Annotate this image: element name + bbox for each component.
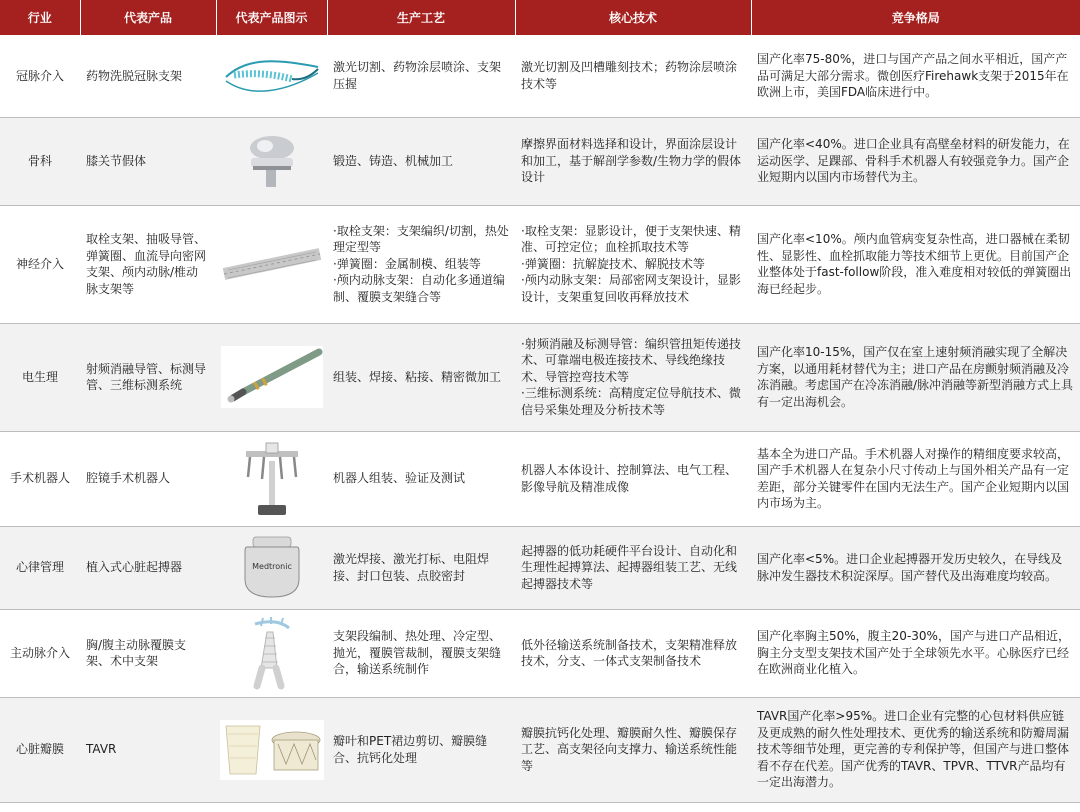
tech-cell: 激光切割及凹槽雕刻技术；药物涂层喷涂技术等 bbox=[515, 35, 751, 117]
product-cell: 植入式心脏起搏器 bbox=[80, 526, 216, 609]
header-product: 代表产品 bbox=[80, 0, 216, 35]
header-row bbox=[0, 0, 1080, 35]
surgical-robot-image bbox=[216, 431, 327, 526]
competition-cell: 国产化率胸主50%，腹主20-30%，国产与进口产品相近，胸主分支型支架技术国产处于全球领先水平。心脉医疗已经在欧洲商业化植入。 bbox=[751, 609, 1080, 697]
product-cell: 射频消融导管、标测导管、三维标测系统 bbox=[80, 323, 216, 431]
table-row bbox=[0, 609, 1080, 697]
process-cell: 激光切割、药物涂层喷涂、支架压握 bbox=[327, 35, 515, 117]
table-row bbox=[0, 117, 1080, 205]
competition-cell: 国产化率<10%。颅内血管病变复杂性高，进口器械在柔韧性、显影性、血栓抓取能力等技术细节上更优。目前国产企业整体处于fast-follow阶段，准入难度相对较低的弹簧圈出海已经起步。 bbox=[751, 205, 1080, 323]
heart-valve-image bbox=[216, 697, 327, 802]
product-cell: 药物洗脱冠脉支架 bbox=[80, 35, 216, 117]
industry-cell: 骨科 bbox=[0, 117, 80, 205]
industry-cell: 主动脉介入 bbox=[0, 609, 80, 697]
ablation-catheter-image bbox=[216, 323, 327, 431]
product-cell: TAVR bbox=[80, 697, 216, 802]
competition-cell: 国产化率<5%。进口企业起搏器开发历史较久，在导线及脉冲发生器技术积淀深厚。国产替代及出海难度均较高。 bbox=[751, 526, 1080, 609]
competition-cell: 国产化率10-15%，国产仅在室上速射频消融实现了全解决方案，以通用耗材替代为主；进口产品在房颤射频消融及冷冻消融。考虑国产在冷冻消融/脉冲消融等新型消融方式上具有一定出海机会。 bbox=[751, 323, 1080, 431]
tech-cell: 摩擦界面材料选择和设计，界面涂层设计和加工，基于解剖学参数/生物力学的假体设计 bbox=[515, 117, 751, 205]
process-cell: 机器人组装、验证及测试 bbox=[327, 431, 515, 526]
table-row bbox=[0, 526, 1080, 609]
competition-cell: TAVR国产化率>95%。进口企业有完整的心包材料供应链及更成熟的耐久性处理技术、更优秀的输送系统和防瓣周漏技术等细节处理，更完善的专利保护等，但国产与进口整体看不存在代差。国产优秀的TAVR、TPVR、TTVR产品均有一定出海潜力。 bbox=[751, 697, 1080, 802]
industry-cell: 电生理 bbox=[0, 323, 80, 431]
product-cell: 胸/腹主动脉覆膜支架、术中支架 bbox=[80, 609, 216, 697]
table-row bbox=[0, 323, 1080, 431]
process-cell: 锻造、铸造、机械加工 bbox=[327, 117, 515, 205]
aortic-stent-graft-image bbox=[216, 609, 327, 697]
header-image: 代表产品图示 bbox=[216, 0, 327, 35]
product-cell: 膝关节假体 bbox=[80, 117, 216, 205]
product-cell: 取栓支架、抽吸导管、弹簧圈、血流导向密网支架、颅内动脉/椎动脉支架等 bbox=[80, 205, 216, 323]
competition-cell: 国产化率<40%。进口企业具有高壁垒材料的研发能力，在运动医学、足踝部、骨科手术机器人有较强竞争力。国产企业短期内以国内市场替代为主。 bbox=[751, 117, 1080, 205]
table-row bbox=[0, 205, 1080, 323]
competition-cell: 国产化率75-80%，进口与国产产品之间水平相近，国产产品可满足大部分需求。微创医疗Firehawk支架于2015年在欧洲上市，美国FDA临床进行中。 bbox=[751, 35, 1080, 117]
pacemaker-brand-text: Medtronic bbox=[251, 561, 292, 571]
industry-cell: 心律管理 bbox=[0, 526, 80, 609]
header-process: 生产工艺 bbox=[327, 0, 515, 35]
tech-cell: ·射频消融及标测导管：编织管扭矩传递技术、可靠端电极连接技术、导线绝缘技术、导管控弯技术等 ·三维标测系统：高精度定位导航技术、微信号采集处理及分析技术等 bbox=[515, 323, 751, 431]
process-cell: 组装、焊接、粘接、精密微加工 bbox=[327, 323, 515, 431]
industry-cell: 冠脉介入 bbox=[0, 35, 80, 117]
header-industry: 行业 bbox=[0, 0, 80, 35]
tech-cell: 起搏器的低功耗硬件平台设计、自动化和生理性起搏算法、起搏器组装工艺、无线起搏器技术等 bbox=[515, 526, 751, 609]
industry-cell: 手术机器人 bbox=[0, 431, 80, 526]
tech-cell: 机器人本体设计、控制算法、电气工程、影像导航及精准成像 bbox=[515, 431, 751, 526]
product-cell: 腔镜手术机器人 bbox=[80, 431, 216, 526]
table-row bbox=[0, 35, 1080, 117]
industry-cell: 神经介入 bbox=[0, 205, 80, 323]
process-cell: 激光焊接、激光打标、电阻焊接、封口包装、点胶密封 bbox=[327, 526, 515, 609]
tech-cell: 瓣膜抗钙化处理、瓣膜耐久性、瓣膜保存工艺、高支架径向支撑力、输送系统性能等 bbox=[515, 697, 751, 802]
knee-prosthesis-image bbox=[216, 117, 327, 205]
thrombectomy-stent-image bbox=[216, 205, 327, 323]
tech-cell: 低外径输送系统制备技术，支架精准释放技术，分支、一体式支架制备技术 bbox=[515, 609, 751, 697]
header-tech: 核心技术 bbox=[515, 0, 751, 35]
table-row bbox=[0, 697, 1080, 802]
industry-cell: 心脏瓣膜 bbox=[0, 697, 80, 802]
process-cell: 瓣叶和PET裙边剪切、瓣膜缝合、抗钙化处理 bbox=[327, 697, 515, 802]
competition-cell: 基本全为进口产品。手术机器人对操作的精细度要求较高，国产手术机器人在复杂小尺寸传动上与国外相关产品有一定差距，部分关键零件在国内无法生产。国产企业短期内以国内市场为主。 bbox=[751, 431, 1080, 526]
process-cell: ·取栓支架：支架编织/切割，热处理定型等 ·弹簧圈：金属制模、组装等 ·颅内动脉支架：自动化多通道编制、覆膜支架缝合等 bbox=[327, 205, 515, 323]
coronary-stent-image bbox=[216, 35, 327, 117]
pacemaker-image bbox=[216, 526, 327, 609]
process-cell: 支架段编制、热处理、冷定型、抛光，覆膜管裁制，覆膜支架缝合，输送系统制作 bbox=[327, 609, 515, 697]
header-competition: 竞争格局 bbox=[751, 0, 1080, 35]
tech-cell: ·取栓支架：显影设计，便于支架快速、精准、可控定位；血栓抓取技术等 ·弹簧圈：抗解旋技术、解脱技术等 ·颅内动脉支架：局部密网支架设计，显影设计，支架重复回收再释放技术 bbox=[515, 205, 751, 323]
table-row bbox=[0, 431, 1080, 526]
